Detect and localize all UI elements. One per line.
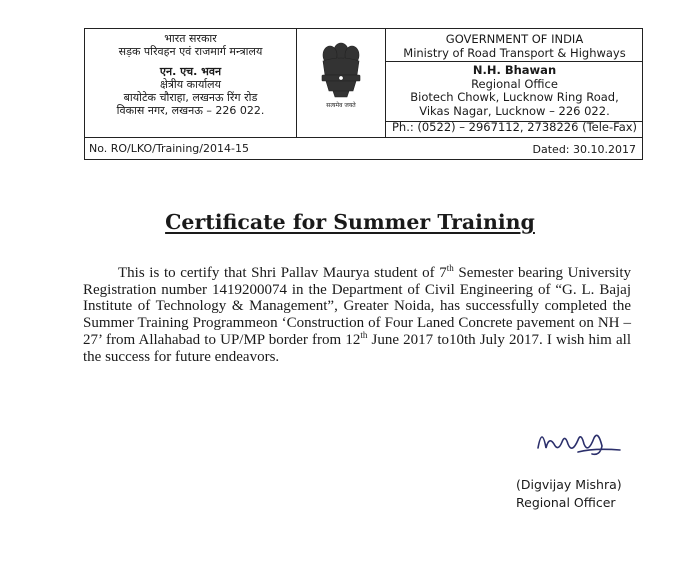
hindi-address-line: बायोटेक चौराहा, लखनऊ रिंग रोड xyxy=(123,91,258,104)
superscript: th xyxy=(446,263,454,273)
certificate-body xyxy=(83,265,631,365)
emblem xyxy=(297,29,385,138)
body-text-part3: June 2017 to10th July 2017. I wish him all the success for future endeavors. xyxy=(83,331,631,365)
hindi-office-line: क्षेत्रीय कार्यालय xyxy=(159,78,222,91)
signatory-block xyxy=(516,476,646,511)
letterhead-hindi-block xyxy=(85,29,297,138)
ashoka-emblem-icon xyxy=(297,29,385,138)
page-title xyxy=(0,210,700,234)
signatory-name: (Digvijay Mishra) xyxy=(516,477,622,492)
body-text-part2: Semester bearing University Registration number 1419200074 in the Department of Civil Engineering of “G. L. Bajaj Institute of Technology & Management”, Greater Noida, has successfully completed the Summer Training Programmeon ‘Construction of Four Laned Concrete pavement on NH – 27’ from Allahabad to UP/MP border from 12 xyxy=(83,265,631,348)
signatory-designation: Regional Officer xyxy=(516,494,616,510)
letterhead-english-block xyxy=(385,29,643,138)
hindi-ministry-line: सड़क परिवहन एवं राजमार्ग मन्त्रालय xyxy=(118,45,263,58)
phone-line: Ph.: (0522) – 2967112, 2738226 (Tele-Fax) xyxy=(391,120,638,134)
nh-bhawan-line: N.H. Bhawan xyxy=(472,63,557,77)
hindi-city-line: विकास नगर, लखनऊ – 226 022. xyxy=(116,104,265,117)
reference-bar xyxy=(84,138,643,160)
hindi-bhawan-line: एन. एच. भवन xyxy=(159,65,222,78)
hindi-govt-line: भारत सरकार xyxy=(164,32,217,45)
address-line: Biotech Chowk, Lucknow Ring Road, xyxy=(410,90,619,104)
signature-icon xyxy=(534,418,626,466)
letterhead xyxy=(84,28,643,138)
divider xyxy=(386,61,643,62)
reference-date: Dated: 30.10.2017 xyxy=(532,143,636,156)
regional-office-line: Regional Office xyxy=(471,76,558,91)
divider xyxy=(386,121,643,122)
body-text-part1: This is to certify that Shri Pallav Maurya student of 7 xyxy=(118,265,447,281)
superscript: th xyxy=(360,329,368,340)
govt-of-india-line: GOVERNMENT OF INDIA xyxy=(445,32,584,46)
title-text: Certificate for Summer Training xyxy=(165,210,535,234)
emblem-motto: सत्यमेव जयते xyxy=(326,102,356,109)
city-line: Vikas Nagar, Lucknow – 226 022. xyxy=(419,103,610,118)
ministry-line: Ministry of Road Transport & Highways xyxy=(403,45,626,60)
reference-number: No. RO/LKO/Training/2014-15 xyxy=(89,142,249,155)
